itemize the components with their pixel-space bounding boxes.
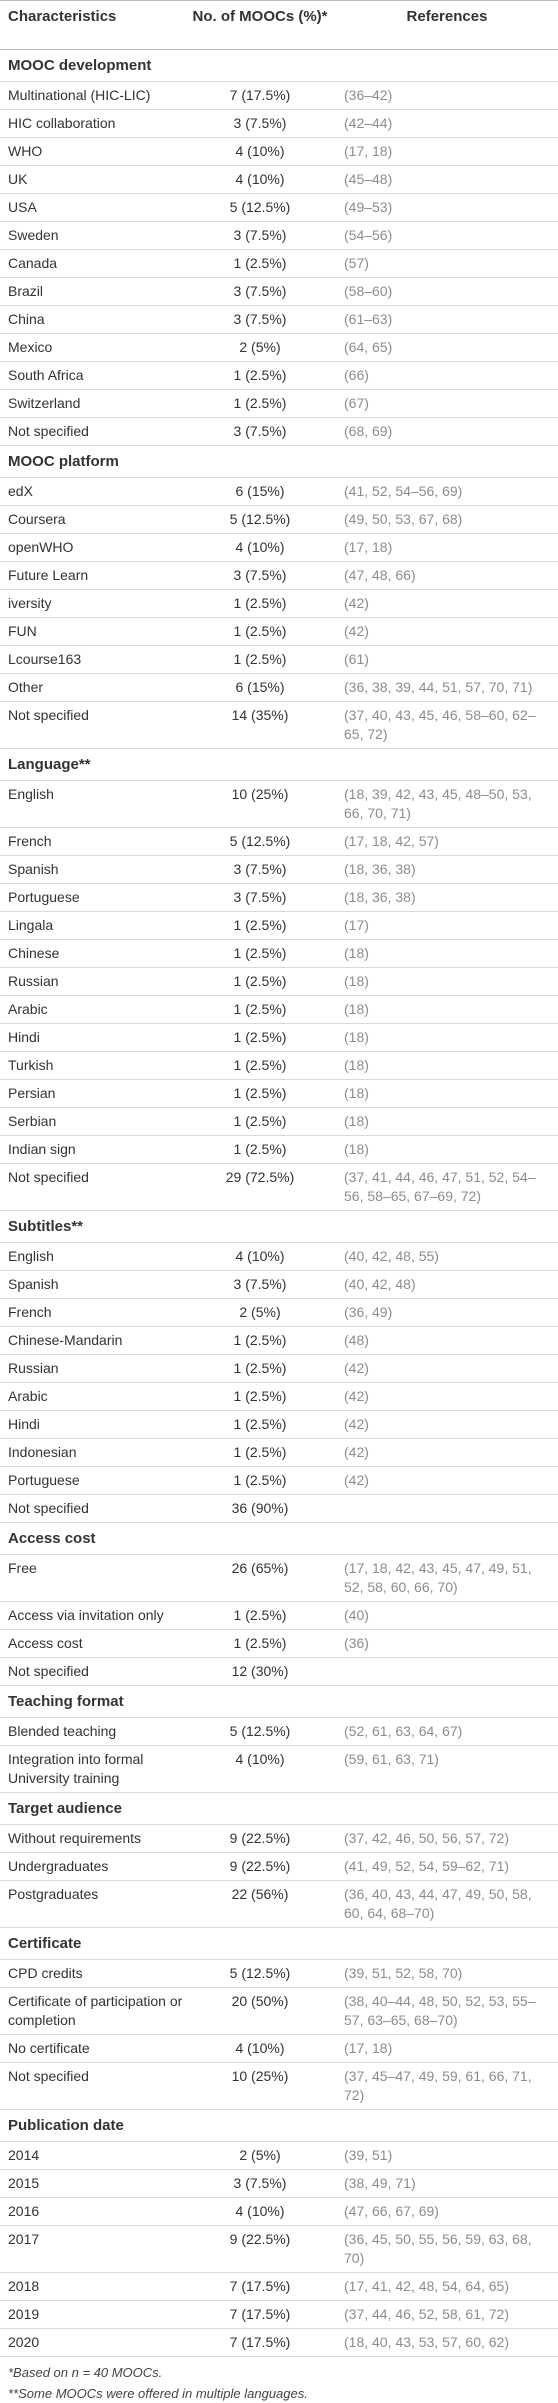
footnote-n: *Based on n = 40 MOOCs. xyxy=(8,2365,163,2380)
row-count: 5 (12.5%) xyxy=(229,511,291,527)
row-label: 2017 xyxy=(8,2231,40,2247)
section-header xyxy=(0,1211,558,1243)
table-row xyxy=(0,2142,558,2170)
row-count: 1 (2.5%) xyxy=(233,595,287,611)
row-label: China xyxy=(8,311,45,327)
row-references: (18) xyxy=(344,1141,369,1157)
table-row xyxy=(0,1825,558,1853)
row-label: edX xyxy=(8,483,33,499)
row-references: (17, 18) xyxy=(344,143,393,159)
row-references: (37, 44, 46, 52, 58, 61, 72) xyxy=(344,2306,510,2322)
row-label: Hindi xyxy=(8,1029,40,1045)
section-title: MOOC development xyxy=(8,57,152,74)
row-references: (36, 38, 39, 44, 51, 57, 70, 71) xyxy=(344,679,533,695)
row-label: Russian xyxy=(8,973,59,989)
table-row xyxy=(0,562,558,590)
row-label: Turkish xyxy=(8,1057,54,1073)
row-references: (18, 39, 42, 43, 45, 48–50, 53, 66, 70, 71) xyxy=(344,786,532,821)
table-row xyxy=(0,2063,558,2110)
row-count: 1 (2.5%) xyxy=(233,1085,287,1101)
table-row xyxy=(0,781,558,828)
row-references: (17, 18, 42, 57) xyxy=(344,833,439,849)
row-label: English xyxy=(8,786,54,802)
header-count: No. of MOOCs (%)* xyxy=(192,8,328,25)
row-count: 3 (7.5%) xyxy=(233,2175,287,2191)
row-label: French xyxy=(8,833,52,849)
table-row xyxy=(0,674,558,702)
table-row xyxy=(0,968,558,996)
row-count: 1 (2.5%) xyxy=(233,255,287,271)
table-body xyxy=(0,50,558,2357)
table-row xyxy=(0,1411,558,1439)
row-count: 1 (2.5%) xyxy=(233,1057,287,1073)
table-row xyxy=(0,1327,558,1355)
row-label: Switzerland xyxy=(8,395,81,411)
row-label: 2020 xyxy=(8,2334,40,2350)
row-references: (36, 49) xyxy=(344,1304,393,1320)
row-label: Hindi xyxy=(8,1416,40,1432)
row-count: 1 (2.5%) xyxy=(233,1029,287,1045)
section-title: Subtitles** xyxy=(8,1218,84,1235)
row-count: 4 (10%) xyxy=(235,171,285,187)
row-label: Not specified xyxy=(8,1169,89,1185)
row-references: (47, 66, 67, 69) xyxy=(344,2203,439,2219)
row-count: 3 (7.5%) xyxy=(233,115,287,131)
row-count: 4 (10%) xyxy=(235,2203,285,2219)
row-count: 1 (2.5%) xyxy=(233,623,287,639)
row-references: (40) xyxy=(344,1607,369,1623)
table-row xyxy=(0,1495,558,1523)
table-row xyxy=(0,1136,558,1164)
table-row xyxy=(0,590,558,618)
table-row xyxy=(0,2301,558,2329)
row-count: 1 (2.5%) xyxy=(233,1113,287,1129)
row-label: Russian xyxy=(8,1360,59,1376)
row-references: (37, 42, 46, 50, 56, 57, 72) xyxy=(344,1830,510,1846)
row-count: 1 (2.5%) xyxy=(233,1001,287,1017)
row-count: 3 (7.5%) xyxy=(233,423,287,439)
section-header xyxy=(0,50,558,82)
row-label: 2014 xyxy=(8,2147,40,2163)
row-count: 10 (25%) xyxy=(231,2068,289,2084)
row-references: (18) xyxy=(344,973,369,989)
row-references: (42) xyxy=(344,1444,369,1460)
section-title: Teaching format xyxy=(8,1693,124,1710)
table-row xyxy=(0,1602,558,1630)
table-row xyxy=(0,646,558,674)
row-references: (18) xyxy=(344,1057,369,1073)
table-row xyxy=(0,2170,558,2198)
row-label: Access via invitation only xyxy=(8,1607,164,1623)
table-row xyxy=(0,306,558,334)
table-row xyxy=(0,82,558,110)
section-title: MOOC platform xyxy=(8,453,119,470)
row-count: 1 (2.5%) xyxy=(233,1141,287,1157)
row-count: 5 (12.5%) xyxy=(229,1965,291,1981)
row-label: 2015 xyxy=(8,2175,40,2191)
row-count: 1 (2.5%) xyxy=(233,1635,287,1651)
row-count: 3 (7.5%) xyxy=(233,1276,287,1292)
row-references: (42) xyxy=(344,1360,369,1376)
row-label: Arabic xyxy=(8,1001,48,1017)
row-count: 1 (2.5%) xyxy=(233,1472,287,1488)
row-label: Certificate of participation or completion xyxy=(8,1993,183,2028)
row-references: (58–60) xyxy=(344,283,393,299)
section-title: Certificate xyxy=(8,1935,82,1952)
row-references: (57) xyxy=(344,255,369,271)
row-count: 4 (10%) xyxy=(235,539,285,555)
table-row xyxy=(0,1052,558,1080)
row-label: Chinese xyxy=(8,945,60,961)
row-references: (67) xyxy=(344,395,369,411)
section-header xyxy=(0,749,558,781)
row-count: 5 (12.5%) xyxy=(229,833,291,849)
table-row xyxy=(0,2273,558,2301)
table-row xyxy=(0,1555,558,1602)
table-row xyxy=(0,194,558,222)
table-row xyxy=(0,390,558,418)
row-label: Serbian xyxy=(8,1113,57,1129)
row-count: 7 (17.5%) xyxy=(229,87,291,103)
row-label: Chinese-Mandarin xyxy=(8,1332,123,1348)
row-references xyxy=(334,1658,558,1685)
footnotes xyxy=(0,2357,558,2403)
row-label: Not specified xyxy=(8,2068,89,2084)
row-references: (17) xyxy=(344,917,369,933)
table-row xyxy=(0,1383,558,1411)
row-references: (38, 40–44, 48, 50, 52, 53, 55–57, 63–65, 68–70) xyxy=(344,1993,536,2028)
table-row xyxy=(0,222,558,250)
table-row xyxy=(0,1746,558,1793)
row-label: CPD credits xyxy=(8,1965,83,1981)
table-row xyxy=(0,2198,558,2226)
row-label: Access cost xyxy=(8,1635,83,1651)
row-count: 6 (15%) xyxy=(235,483,285,499)
row-label: Arabic xyxy=(8,1388,48,1404)
table-row xyxy=(0,1853,558,1881)
table-row xyxy=(0,1080,558,1108)
row-references: (39, 51) xyxy=(344,2147,393,2163)
row-references: (42) xyxy=(344,1388,369,1404)
row-count: 12 (30%) xyxy=(231,1663,289,1679)
row-count: 1 (2.5%) xyxy=(233,1607,287,1623)
section-title: Publication date xyxy=(8,2117,124,2134)
row-label: South Africa xyxy=(8,367,84,383)
row-references: (61–63) xyxy=(344,311,393,327)
row-label: Portuguese xyxy=(8,889,80,905)
table-row xyxy=(0,110,558,138)
row-count: 1 (2.5%) xyxy=(233,367,287,383)
row-count: 1 (2.5%) xyxy=(233,651,287,667)
row-count: 1 (2.5%) xyxy=(233,395,287,411)
row-label: openWHO xyxy=(8,539,74,555)
row-label: Postgraduates xyxy=(8,1886,99,1902)
row-count: 1 (2.5%) xyxy=(233,1388,287,1404)
row-references: (38, 49, 71) xyxy=(344,2175,416,2191)
row-references: (42) xyxy=(344,1416,369,1432)
row-references: (18, 36, 38) xyxy=(344,861,416,877)
table-row xyxy=(0,1658,558,1686)
row-references: (37, 40, 43, 45, 46, 58–60, 62–65, 72) xyxy=(344,707,536,742)
row-label: Free xyxy=(8,1560,37,1576)
row-references xyxy=(334,1495,558,1522)
row-label: Indian sign xyxy=(8,1141,76,1157)
row-references: (54–56) xyxy=(344,227,393,243)
row-references: (64, 65) xyxy=(344,339,393,355)
row-references: (39, 51, 52, 58, 70) xyxy=(344,1965,463,1981)
row-count: 3 (7.5%) xyxy=(233,283,287,299)
row-label: Brazil xyxy=(8,283,44,299)
table-row xyxy=(0,250,558,278)
table-row xyxy=(0,418,558,446)
row-count: 9 (22.5%) xyxy=(229,2231,291,2247)
row-label: Persian xyxy=(8,1085,56,1101)
row-references: (17, 18) xyxy=(344,2040,393,2056)
row-references: (36) xyxy=(344,1635,369,1651)
table-row xyxy=(0,2329,558,2357)
row-count: 36 (90%) xyxy=(231,1500,289,1516)
table-row xyxy=(0,534,558,562)
row-references: (17, 41, 42, 48, 54, 64, 65) xyxy=(344,2278,510,2294)
row-references: (42) xyxy=(344,1472,369,1488)
row-references: (49–53) xyxy=(344,199,393,215)
row-label: English xyxy=(8,1248,54,1264)
table-row xyxy=(0,478,558,506)
row-label: UK xyxy=(8,171,28,187)
row-references: (61) xyxy=(344,651,369,667)
table-header xyxy=(0,0,558,50)
row-count: 20 (50%) xyxy=(231,1993,289,2009)
row-label: French xyxy=(8,1304,52,1320)
table-row xyxy=(0,912,558,940)
row-count: 2 (5%) xyxy=(239,339,281,355)
row-count: 1 (2.5%) xyxy=(233,973,287,989)
row-count: 7 (17.5%) xyxy=(229,2306,291,2322)
table-row xyxy=(0,138,558,166)
table-row xyxy=(0,940,558,968)
row-label: HIC collaboration xyxy=(8,115,116,131)
table-row xyxy=(0,2035,558,2063)
row-count: 2 (5%) xyxy=(239,1304,281,1320)
section-title: Access cost xyxy=(8,1530,96,1547)
header-characteristics: Characteristics xyxy=(8,8,117,25)
table-row xyxy=(0,362,558,390)
section-header xyxy=(0,446,558,478)
section-header xyxy=(0,1686,558,1718)
section-header xyxy=(0,1928,558,1960)
row-count: 7 (17.5%) xyxy=(229,2278,291,2294)
row-count: 7 (17.5%) xyxy=(229,2334,291,2350)
table-row xyxy=(0,1243,558,1271)
row-label: Undergraduates xyxy=(8,1858,109,1874)
row-references: (40, 42, 48) xyxy=(344,1276,416,1292)
table-row xyxy=(0,166,558,194)
table-row xyxy=(0,1630,558,1658)
row-label: 2016 xyxy=(8,2203,40,2219)
row-references: (36, 40, 43, 44, 47, 49, 50, 58, 60, 64, 68–70) xyxy=(344,1886,532,1921)
footnote-languages: **Some MOOCs were offered in multiple languages. xyxy=(8,2386,308,2401)
row-label: Indonesian xyxy=(8,1444,77,1460)
table-row xyxy=(0,1108,558,1136)
table-row xyxy=(0,1718,558,1746)
section-header xyxy=(0,1523,558,1555)
row-references: (17, 18, 42, 43, 45, 47, 49, 51, 52, 58, 60, 66, 70) xyxy=(344,1560,532,1595)
row-references: (17, 18) xyxy=(344,539,393,555)
row-count: 14 (35%) xyxy=(231,707,289,723)
row-label: Spanish xyxy=(8,1276,59,1292)
table-row xyxy=(0,856,558,884)
row-label: Multinational (HIC-LIC) xyxy=(8,87,151,103)
row-references: (18) xyxy=(344,1085,369,1101)
table-row xyxy=(0,1881,558,1928)
row-label: USA xyxy=(8,199,37,215)
row-references: (18) xyxy=(344,1029,369,1045)
row-label: FUN xyxy=(8,623,37,639)
row-references: (36–42) xyxy=(344,87,393,103)
row-count: 10 (25%) xyxy=(231,786,289,802)
row-references: (36, 45, 50, 55, 56, 59, 63, 68, 70) xyxy=(344,2231,532,2266)
section-title: Language** xyxy=(8,756,91,773)
row-references: (42–44) xyxy=(344,115,393,131)
row-references: (49, 50, 53, 67, 68) xyxy=(344,511,463,527)
row-count: 1 (2.5%) xyxy=(233,945,287,961)
row-count: 26 (65%) xyxy=(231,1560,289,1576)
row-label: Not specified xyxy=(8,423,89,439)
row-references: (41, 49, 52, 54, 59–62, 71) xyxy=(344,1858,510,1874)
row-count: 1 (2.5%) xyxy=(233,1360,287,1376)
row-references: (37, 41, 44, 46, 47, 51, 52, 54–56, 58–65, 67–69, 72) xyxy=(344,1169,536,1204)
row-count: 1 (2.5%) xyxy=(233,1416,287,1432)
row-references: (45–48) xyxy=(344,171,393,187)
table-row xyxy=(0,884,558,912)
row-label: 2018 xyxy=(8,2278,40,2294)
row-label: Mexico xyxy=(8,339,53,355)
row-count: 3 (7.5%) xyxy=(233,861,287,877)
table-row xyxy=(0,278,558,306)
table-row xyxy=(0,1988,558,2035)
row-count: 9 (22.5%) xyxy=(229,1858,291,1874)
row-count: 5 (12.5%) xyxy=(229,1723,291,1739)
row-references: (18, 36, 38) xyxy=(344,889,416,905)
row-label: WHO xyxy=(8,143,43,159)
table-row xyxy=(0,334,558,362)
row-references: (40, 42, 48, 55) xyxy=(344,1248,439,1264)
row-references: (18) xyxy=(344,1001,369,1017)
row-label: Blended teaching xyxy=(8,1723,117,1739)
row-references: (37, 45–47, 49, 59, 61, 66, 71, 72) xyxy=(344,2068,532,2103)
row-label: Lingala xyxy=(8,917,54,933)
section-header xyxy=(0,1793,558,1825)
row-count: 3 (7.5%) xyxy=(233,311,287,327)
table-row xyxy=(0,1271,558,1299)
section-title: Target audience xyxy=(8,1800,122,1817)
row-references: (42) xyxy=(344,623,369,639)
row-label: Future Learn xyxy=(8,567,89,583)
row-references: (48) xyxy=(344,1332,369,1348)
row-label: Not specified xyxy=(8,1663,89,1679)
row-label: No certificate xyxy=(8,2040,90,2056)
row-label: Other xyxy=(8,679,44,695)
table-row xyxy=(0,618,558,646)
table-row xyxy=(0,1355,558,1383)
row-label: Spanish xyxy=(8,861,59,877)
table-row xyxy=(0,996,558,1024)
table-row xyxy=(0,1299,558,1327)
row-count: 22 (56%) xyxy=(231,1886,289,1902)
row-count: 6 (15%) xyxy=(235,679,285,695)
row-label: Lcourse163 xyxy=(8,651,82,667)
row-references: (47, 48, 66) xyxy=(344,567,416,583)
table-row xyxy=(0,702,558,749)
row-count: 3 (7.5%) xyxy=(233,889,287,905)
row-count: 3 (7.5%) xyxy=(233,567,287,583)
section-header xyxy=(0,2110,558,2142)
row-count: 2 (5%) xyxy=(239,2147,281,2163)
row-count: 1 (2.5%) xyxy=(233,917,287,933)
row-label: 2019 xyxy=(8,2306,40,2322)
header-references: References xyxy=(406,8,488,25)
row-count: 9 (22.5%) xyxy=(229,1830,291,1846)
row-references: (18) xyxy=(344,945,369,961)
row-count: 1 (2.5%) xyxy=(233,1332,287,1348)
table-row xyxy=(0,1024,558,1052)
row-label: Sweden xyxy=(8,227,59,243)
table-row xyxy=(0,1467,558,1495)
row-label: Not specified xyxy=(8,707,89,723)
table-row xyxy=(0,1439,558,1467)
row-count: 4 (10%) xyxy=(235,1751,285,1767)
table-row xyxy=(0,828,558,856)
row-references: (18, 40, 43, 53, 57, 60, 62) xyxy=(344,2334,510,2350)
table-row xyxy=(0,1164,558,1211)
row-count: 4 (10%) xyxy=(235,143,285,159)
row-count: 4 (10%) xyxy=(235,2040,285,2056)
table-row xyxy=(0,2226,558,2273)
row-label: Without requirements xyxy=(8,1830,142,1846)
row-count: 3 (7.5%) xyxy=(233,227,287,243)
row-count: 4 (10%) xyxy=(235,1248,285,1264)
row-label: Canada xyxy=(8,255,58,271)
row-references: (66) xyxy=(344,367,369,383)
row-label: iversity xyxy=(8,595,52,611)
row-references: (18) xyxy=(344,1113,369,1129)
row-references: (41, 52, 54–56, 69) xyxy=(344,483,463,499)
table-row xyxy=(0,506,558,534)
table-row xyxy=(0,1960,558,1988)
row-label: Integration into formal University training xyxy=(8,1751,144,1786)
row-count: 29 (72.5%) xyxy=(225,1169,295,1185)
row-count: 1 (2.5%) xyxy=(233,1444,287,1460)
row-label: Portuguese xyxy=(8,1472,80,1488)
row-references: (59, 61, 63, 71) xyxy=(344,1751,439,1767)
row-count: 5 (12.5%) xyxy=(229,199,291,215)
row-references: (42) xyxy=(344,595,369,611)
row-label: Coursera xyxy=(8,511,66,527)
row-references: (68, 69) xyxy=(344,423,393,439)
row-label: Not specified xyxy=(8,1500,89,1516)
row-references: (52, 61, 63, 64, 67) xyxy=(344,1723,463,1739)
